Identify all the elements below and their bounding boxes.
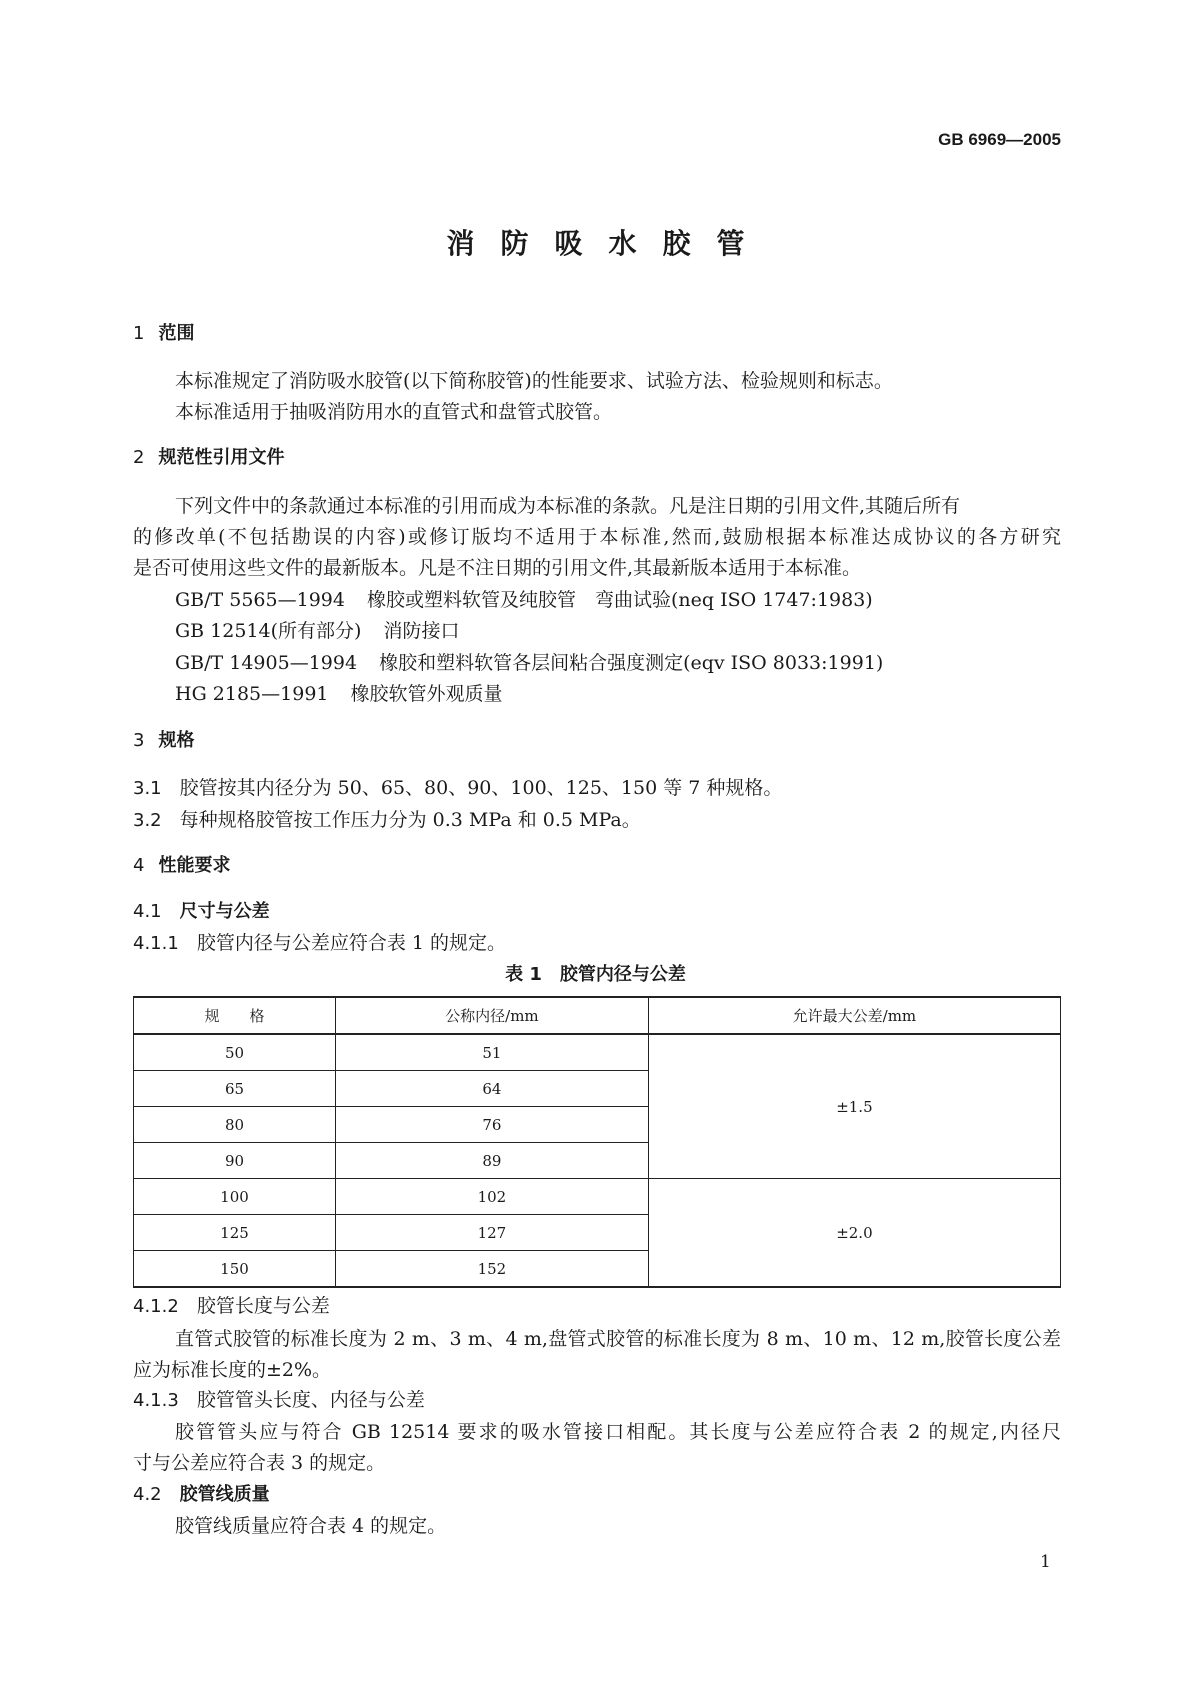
reference-code: GB/T 14905—1994 [175, 652, 358, 674]
reference-title: 消防接口 [383, 620, 460, 642]
section-number: 4 [133, 855, 145, 876]
reference-item [175, 682, 503, 706]
clause-number: 3.2 [133, 810, 162, 831]
section-number: 1 [133, 323, 145, 344]
table-cell: 51 [335, 1034, 648, 1071]
column-header: 公称内径/mm [335, 997, 648, 1034]
clause-text: 胶管按其内径分为 50、65、80、90、100、125、150 等 7 种规格。 [179, 777, 783, 799]
section-4-heading [133, 854, 230, 878]
clause-number: 3.1 [133, 778, 162, 799]
table-cell: 152 [335, 1251, 648, 1288]
section-2-heading [133, 446, 284, 470]
table-row [134, 1179, 1061, 1215]
clause-number: 4.1 [133, 901, 162, 922]
section-3-heading [133, 729, 194, 753]
clause-title: 胶管长度与公差 [196, 1295, 330, 1317]
section-1-paragraph [133, 366, 1061, 428]
table-cell: 127 [335, 1215, 648, 1251]
page-number: 1 [1040, 1552, 1051, 1572]
reference-code: HG 2185—1991 [175, 683, 329, 705]
paragraph-line: 应为标准长度的±2%。 [133, 1359, 332, 1381]
column-header: 允许最大公差/mm [648, 997, 1060, 1034]
clause-4-1-2-paragraph [133, 1324, 1061, 1386]
table-cell: 102 [335, 1179, 648, 1215]
reference-code: GB 12514(所有部分) [175, 620, 362, 642]
section-title: 规格 [158, 730, 195, 751]
table-cell: 64 [335, 1071, 648, 1107]
section-title: 性能要求 [158, 855, 231, 876]
table-cell: ±1.5 [648, 1034, 1060, 1179]
clause-4-2-heading [133, 1483, 270, 1507]
reference-title: 橡胶或塑料软管及纯胶管 弯曲试验(neq ISO 1747:1983) [366, 589, 873, 611]
table-cell: 100 [134, 1179, 336, 1215]
clause-number: 4.1.2 [133, 1296, 179, 1317]
clause-4-1-2-heading [133, 1294, 330, 1319]
paragraph-line: 胶管管头应与符合 GB 12514 要求的吸水管接口相配。其长度与公差应符合表 2 的规定,内径尺 [175, 1421, 1061, 1443]
reference-item [175, 588, 873, 612]
clause-4-1-1 [133, 931, 506, 956]
clause-text: 每种规格胶管按工作压力分为 0.3 MPa 和 0.5 MPa。 [179, 809, 641, 831]
reference-title: 橡胶和塑料软管各层间粘合强度测定(eqv ISO 8033:1991) [379, 652, 884, 674]
clause-4-1-3-heading [133, 1388, 425, 1413]
table-cell: 89 [335, 1143, 648, 1179]
paragraph-line: 下列文件中的条款通过本标准的引用而成为本标准的条款。凡是注日期的引用文件,其随后所有 [175, 495, 961, 517]
standard-number: GB 6969—2005 [938, 130, 1061, 149]
section-title: 范围 [158, 323, 195, 344]
column-header: 规 格 [134, 997, 336, 1034]
paragraph-line: 本标准规定了消防吸水胶管(以下简称胶管)的性能要求、试验方法、检验规则和标志。 [175, 370, 893, 392]
table-cell: ±2.0 [648, 1179, 1060, 1288]
table-cell: 76 [335, 1107, 648, 1143]
clause-number: 4.2 [133, 1484, 162, 1505]
reference-item [175, 651, 883, 675]
table-cell: 90 [134, 1143, 336, 1179]
clause-4-2-text: 胶管线质量应符合表 4 的规定。 [175, 1515, 447, 1537]
section-1-heading [133, 322, 194, 346]
section-title: 规范性引用文件 [158, 447, 285, 468]
clause-title: 胶管管头长度、内径与公差 [196, 1389, 425, 1411]
clause-3-2 [133, 808, 641, 833]
clause-text: 胶管内径与公差应符合表 1 的规定。 [196, 932, 506, 954]
paragraph-line: 寸与公差应符合表 3 的规定。 [133, 1452, 386, 1474]
reference-item [175, 619, 459, 643]
clause-3-1 [133, 776, 782, 801]
document-title: 消防吸水胶管 [446, 227, 771, 260]
table-row [134, 1034, 1061, 1071]
table-1-caption: 表 1 胶管内径与公差 [505, 964, 686, 985]
section-2-paragraph [133, 491, 1061, 584]
table-cell: 50 [134, 1034, 336, 1071]
table-cell: 65 [134, 1071, 336, 1107]
clause-title: 胶管线质量 [179, 1484, 270, 1505]
clause-4-1-heading [133, 900, 270, 924]
clause-title: 尺寸与公差 [179, 901, 270, 922]
reference-code: GB/T 5565—1994 [175, 589, 345, 611]
section-number: 2 [133, 447, 145, 468]
paragraph-line: 本标准适用于抽吸消防用水的直管式和盘管式胶管。 [175, 401, 613, 423]
table-header-row [134, 997, 1061, 1034]
paragraph-line: 直管式胶管的标准长度为 2 m、3 m、4 m,盘管式胶管的标准长度为 8 m、10 m、12 m,胶管长度公差 [175, 1328, 1061, 1350]
table-1 [133, 996, 1061, 1288]
table-cell: 80 [134, 1107, 336, 1143]
clause-number: 4.1.1 [133, 933, 179, 954]
section-number: 3 [133, 730, 145, 751]
paragraph-line: 是否可使用这些文件的最新版本。凡是不注日期的引用文件,其最新版本适用于本标准。 [133, 557, 862, 579]
clause-number: 4.1.3 [133, 1390, 179, 1411]
table-cell: 125 [134, 1215, 336, 1251]
reference-title: 橡胶软管外观质量 [350, 683, 503, 705]
paragraph-line: 的修改单(不包括勘误的内容)或修订版均不适用于本标准,然而,鼓励根据本标准达成协议的各方研究 [133, 526, 1061, 548]
table-cell: 150 [134, 1251, 336, 1288]
clause-4-1-3-paragraph [133, 1417, 1061, 1479]
